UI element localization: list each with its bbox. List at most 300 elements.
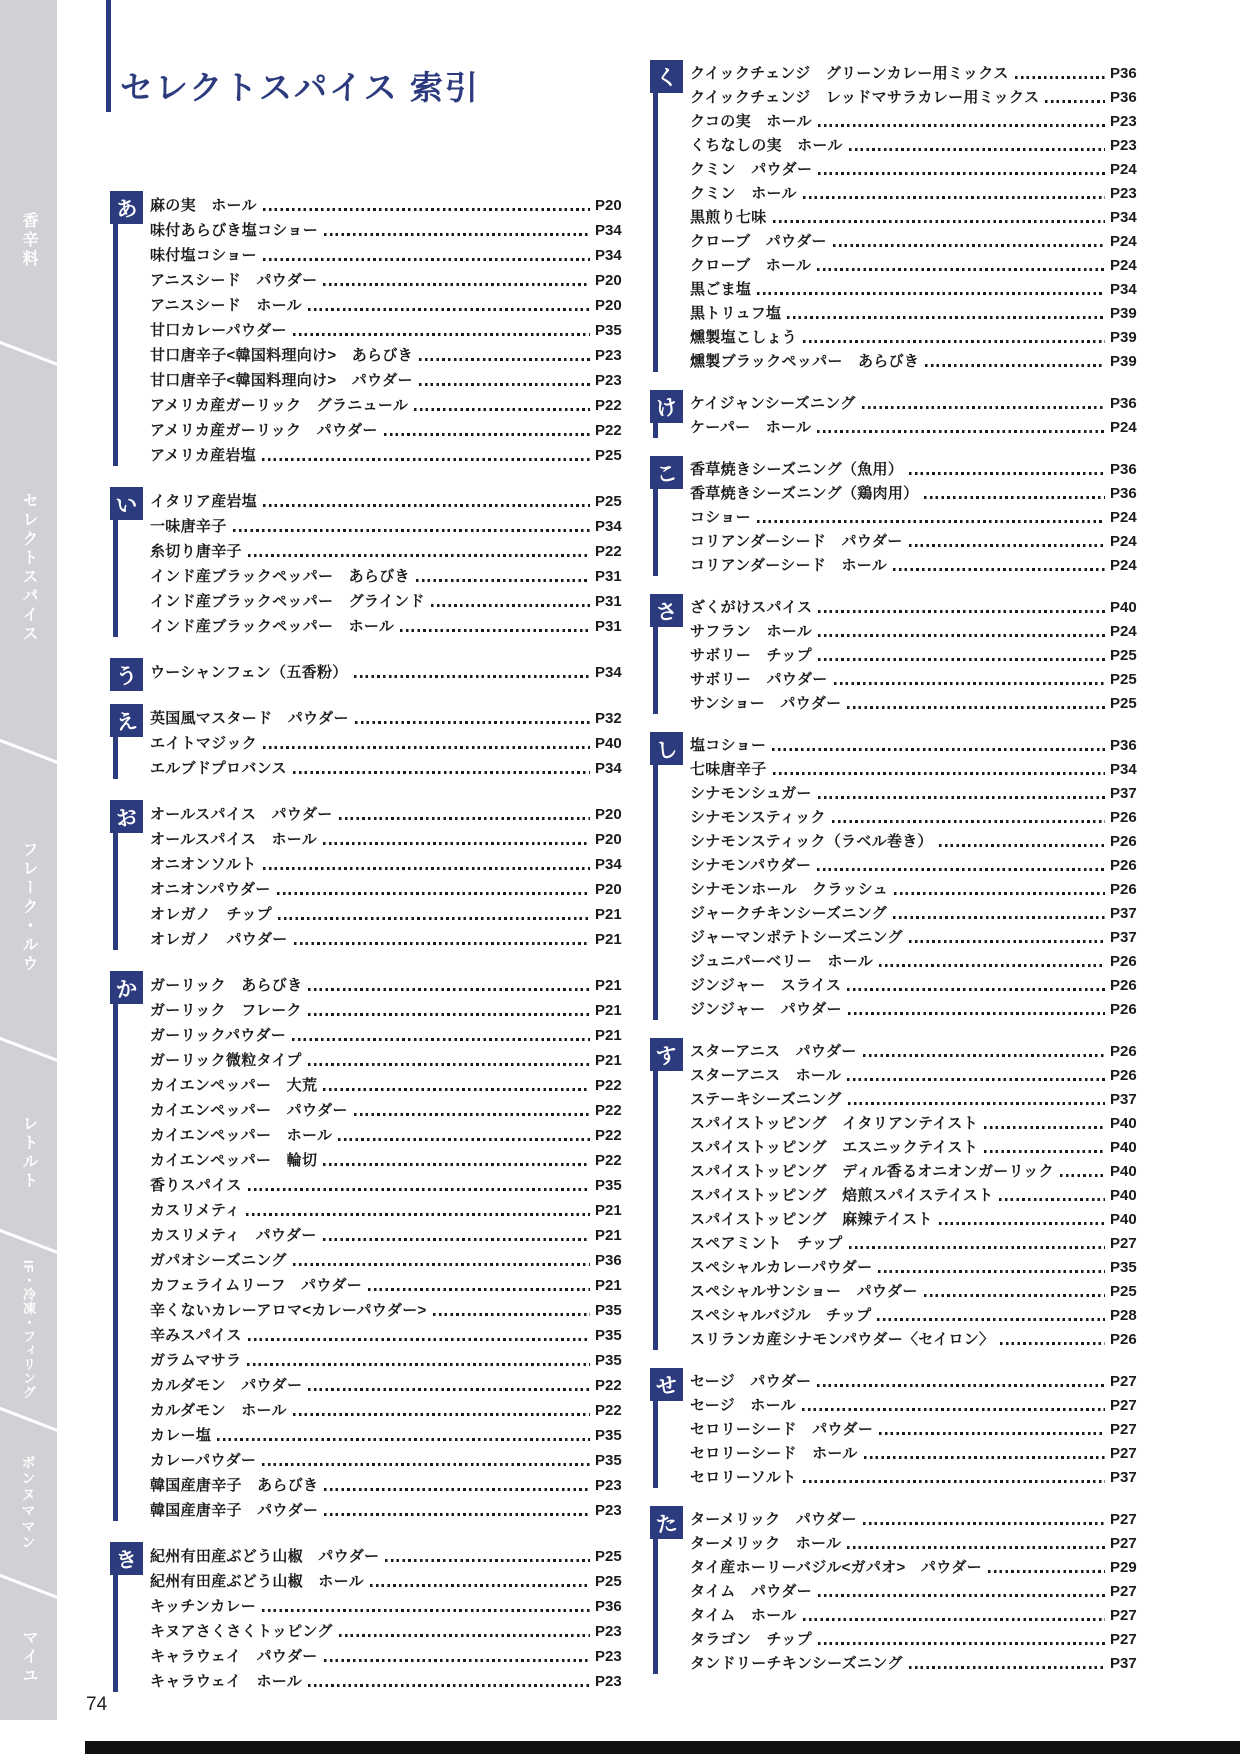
section-rule — [653, 1071, 658, 1350]
dot-leader — [849, 148, 1105, 151]
index-entry — [690, 596, 1148, 620]
entry-page: P27 — [1110, 1511, 1137, 1528]
entry-page: P34 — [595, 664, 622, 681]
dot-leader — [339, 1634, 590, 1637]
dot-leader — [293, 771, 590, 774]
dot-leader — [368, 1288, 590, 1291]
sidebar-tab-label: マイユ — [20, 1628, 37, 1686]
index-entry — [150, 927, 633, 952]
dot-leader — [385, 1559, 590, 1562]
index-entry — [150, 268, 633, 293]
index-entry — [690, 350, 1148, 374]
index-section — [110, 706, 633, 781]
index-entry — [150, 1223, 633, 1248]
entry-page: P27 — [1110, 1631, 1137, 1648]
entry-page: P35 — [595, 1177, 622, 1194]
index-entry — [690, 62, 1148, 86]
entry-name: くちなしの実 ホール — [690, 137, 843, 154]
entry-name: タイム パウダー — [690, 1583, 812, 1600]
entry-page: P25 — [1110, 1283, 1137, 1300]
index-entry — [150, 660, 633, 685]
index-entry — [690, 1112, 1148, 1136]
index-entry — [690, 1160, 1148, 1184]
dot-leader — [263, 504, 590, 507]
index-entry — [690, 830, 1148, 854]
section-rule — [653, 423, 658, 438]
entry-page: P22 — [595, 397, 622, 414]
entry-name: タンドリーチキンシーズニング — [690, 1655, 903, 1672]
index-entry — [690, 302, 1148, 326]
dot-leader — [1000, 1342, 1105, 1345]
entry-name: アニスシード パウダー — [150, 272, 318, 289]
entry-name: カイエンペッパー パウダー — [150, 1102, 348, 1119]
dot-leader — [354, 675, 590, 678]
index-section — [110, 802, 633, 952]
entry-name: インド産ブラックペッパー グラインド — [150, 593, 425, 610]
index-section — [110, 1544, 633, 1694]
entry-name: ガラムマサラ — [150, 1352, 242, 1369]
entry-name: カイエンペッパー 輪切 — [150, 1152, 318, 1169]
entry-name: セロリーソルト — [690, 1469, 797, 1486]
dot-leader — [1045, 100, 1105, 103]
entry-name: 甘口唐辛子<韓国料理向け> パウダー — [150, 372, 413, 389]
entry-name: セロリーシード ホール — [690, 1445, 858, 1462]
dot-leader — [773, 220, 1105, 223]
entry-page: P25 — [595, 493, 622, 510]
entry-page: P37 — [1110, 905, 1137, 922]
entry-page: P25 — [1110, 695, 1137, 712]
index-entry — [690, 902, 1148, 926]
dot-leader — [419, 358, 590, 361]
dot-leader — [818, 610, 1105, 613]
entry-page: P34 — [595, 247, 622, 264]
entry-page: P27 — [1110, 1421, 1137, 1438]
dot-leader — [817, 268, 1105, 271]
entry-name: セロリーシード パウダー — [690, 1421, 874, 1438]
entry-page: P27 — [1110, 1583, 1137, 1600]
entry-page: P34 — [595, 856, 622, 873]
entry-page: P36 — [1110, 737, 1137, 754]
tab-separator — [0, 1404, 65, 1434]
entry-name: シナモンスティック（ラベル巻き） — [690, 833, 933, 850]
entry-name: スペシャルサンショー パウダー — [690, 1283, 918, 1300]
section-kana-badge: し — [650, 732, 683, 765]
dot-leader — [818, 172, 1105, 175]
dot-leader — [323, 1163, 590, 1166]
index-section — [650, 62, 1148, 374]
tab-separator — [0, 1226, 65, 1256]
index-entry — [690, 86, 1148, 110]
dot-leader — [278, 917, 590, 920]
index-entry — [150, 827, 633, 852]
entry-page: P24 — [1110, 419, 1137, 436]
dot-leader — [293, 1413, 590, 1416]
index-entry — [690, 458, 1148, 482]
dot-leader — [324, 1488, 590, 1491]
entry-name: カレー塩 — [150, 1427, 212, 1444]
index-section — [110, 973, 633, 1523]
entry-name: 黒ごま塩 — [690, 281, 752, 298]
dot-leader — [863, 1522, 1105, 1525]
entry-page: P32 — [595, 710, 622, 727]
section-kana-badge: さ — [650, 594, 683, 627]
index-entry — [690, 1418, 1148, 1442]
entry-name: アメリカ産ガーリック グラニュール — [150, 397, 409, 414]
index-entry — [690, 1064, 1148, 1088]
index-entry — [150, 1373, 633, 1398]
index-entry — [150, 1398, 633, 1423]
entry-name: 燻製ブラックペッパー あらびき — [690, 353, 920, 370]
section-kana-badge: す — [650, 1038, 683, 1071]
tab-separator — [0, 1571, 65, 1601]
index-entry — [690, 1232, 1148, 1256]
entry-name: ジンジャー スライス — [690, 977, 842, 994]
entry-name: 香草焼きシーズニング（魚用） — [690, 461, 904, 478]
index-entry — [690, 806, 1148, 830]
entry-name: スパイストッピング イタリアンテイスト — [690, 1115, 979, 1132]
index-entry — [690, 1328, 1148, 1352]
section-kana-badge: た — [650, 1506, 683, 1539]
entry-name: ケーパー ホール — [690, 419, 812, 436]
index-entry — [150, 1669, 633, 1694]
entry-page: P21 — [595, 906, 622, 923]
index-entry — [150, 1098, 633, 1123]
entry-name: スパイストッピング 麻辣テイスト — [690, 1211, 933, 1228]
entry-page: P25 — [1110, 671, 1137, 688]
index-entry — [150, 1594, 633, 1619]
entry-page: P35 — [1110, 1259, 1137, 1276]
index-entry — [150, 1148, 633, 1173]
entry-name: スパイストッピング エスニックテイスト — [690, 1139, 979, 1156]
entry-page: P36 — [595, 1252, 622, 1269]
section-kana-badge: せ — [650, 1368, 683, 1401]
index-entry — [150, 393, 633, 418]
entry-page: P24 — [1110, 233, 1137, 250]
entry-name: クコの実 ホール — [690, 113, 812, 130]
entry-name: 味付塩コショー — [150, 247, 257, 264]
entry-page: P34 — [1110, 281, 1137, 298]
dot-leader — [263, 258, 590, 261]
entry-name: コリアンダーシード パウダー — [690, 533, 903, 550]
entry-name: ジュニパーベリー ホール — [690, 953, 874, 970]
entry-page: P26 — [1110, 1067, 1137, 1084]
index-entry — [150, 1023, 633, 1048]
index-entry — [690, 1556, 1148, 1580]
entry-name: コショー — [690, 509, 751, 526]
entry-name: 香草焼きシーズニング（鶏肉用） — [690, 485, 919, 502]
entry-page: P35 — [595, 322, 622, 339]
sidebar-tab-label: セレクトスパイス — [20, 491, 37, 644]
entry-page: P37 — [1110, 1469, 1137, 1486]
dot-leader — [262, 1609, 590, 1612]
entry-name: 紀州有田産ぶどう山椒 ホール — [150, 1573, 364, 1590]
entry-page: P24 — [1110, 509, 1137, 526]
dot-leader — [818, 658, 1105, 661]
entry-page: P36 — [595, 1598, 622, 1615]
section-rule — [653, 1401, 658, 1488]
sidebar-tab-label: フレーク・ルウ — [20, 841, 37, 974]
section-kana-badge: く — [650, 60, 683, 93]
index-entry — [690, 1580, 1148, 1604]
title-accent-bar — [106, 0, 111, 112]
entry-name: キヌアさくさくトッピング — [150, 1623, 333, 1640]
entry-page: P25 — [1110, 647, 1137, 664]
dot-leader — [308, 1063, 590, 1066]
entry-page: P34 — [595, 222, 622, 239]
dot-leader — [339, 817, 590, 820]
index-section — [650, 1370, 1148, 1490]
entry-name: インド産ブラックペッパー ホール — [150, 618, 395, 635]
dot-leader — [247, 1363, 590, 1366]
entry-page: P24 — [1110, 533, 1137, 550]
index-entry — [690, 878, 1148, 902]
entry-page: P31 — [595, 618, 622, 635]
entry-page: P23 — [595, 1648, 622, 1665]
entry-page: P40 — [1110, 1163, 1137, 1180]
dot-leader — [818, 1642, 1105, 1645]
entry-page: P20 — [595, 272, 622, 289]
entry-page: P23 — [595, 1477, 622, 1494]
entry-page: P21 — [595, 1002, 622, 1019]
entry-name: カイエンペッパー 大荒 — [150, 1077, 318, 1094]
dot-leader — [308, 1684, 590, 1687]
section-kana-badge: い — [110, 487, 143, 520]
entry-name: タイム ホール — [690, 1607, 797, 1624]
entry-page: P34 — [1110, 761, 1137, 778]
entry-name: カフェライムリーフ パウダー — [150, 1277, 363, 1294]
dot-leader — [834, 682, 1105, 685]
entry-page: P40 — [595, 735, 622, 752]
entry-name: サンショー パウダー — [690, 695, 842, 712]
entry-name: スリランカ産シナモンパウダー〈セイロン〉 — [690, 1331, 995, 1348]
section-rule — [653, 1539, 658, 1674]
entry-name: サフラン ホール — [690, 623, 813, 640]
dot-leader — [354, 1113, 590, 1116]
entry-page: P26 — [1110, 833, 1137, 850]
section-kana-badge: う — [110, 658, 143, 691]
index-entry — [690, 782, 1148, 806]
entry-name: カルダモン パウダー — [150, 1377, 303, 1394]
entry-name: オールスパイス パウダー — [150, 806, 333, 823]
tab-separator — [0, 736, 65, 766]
section-rule — [653, 489, 658, 576]
sidebar-tab-retort — [0, 1075, 57, 1230]
index-entry — [150, 877, 633, 902]
index-entry — [150, 1473, 633, 1498]
entry-page: P20 — [595, 831, 622, 848]
entry-name: ターメリック ホール — [690, 1535, 842, 1552]
entry-page: P25 — [595, 1573, 622, 1590]
entry-name: 辛くないカレーアロマ<カレーパウダー> — [150, 1302, 427, 1319]
index-entry — [690, 644, 1148, 668]
sidebar-tab-maille — [0, 1602, 57, 1712]
dot-leader — [862, 406, 1105, 409]
entry-page: P25 — [595, 1548, 622, 1565]
entry-page: P23 — [1110, 185, 1137, 202]
entry-page: P40 — [1110, 599, 1137, 616]
dot-leader — [893, 916, 1105, 919]
index-entry — [150, 1348, 633, 1373]
index-entry — [150, 1198, 633, 1223]
index-section — [650, 392, 1148, 440]
dot-leader — [292, 1038, 590, 1041]
entry-page: P21 — [595, 1277, 622, 1294]
index-entry — [150, 218, 633, 243]
index-entry — [150, 1323, 633, 1348]
index-section — [110, 660, 633, 689]
dot-leader — [263, 208, 590, 211]
entry-page: P39 — [1110, 305, 1137, 322]
section-rule — [653, 93, 658, 372]
dot-leader — [832, 820, 1105, 823]
dot-leader — [773, 772, 1105, 775]
entry-name: 燻製塩こしょう — [690, 329, 798, 346]
entry-page: P31 — [595, 593, 622, 610]
entry-name: 黒煎り七味 — [690, 209, 767, 226]
entry-name: キッチンカレー — [150, 1598, 257, 1615]
dot-leader — [400, 629, 590, 632]
dot-leader — [879, 964, 1105, 967]
entry-name: ガーリック微粒タイプ — [150, 1052, 302, 1069]
dot-leader — [939, 1222, 1105, 1225]
entry-name: カスリメティ — [150, 1202, 241, 1219]
dot-leader — [817, 430, 1105, 433]
dot-leader — [803, 1480, 1105, 1483]
index-entry — [690, 620, 1148, 644]
index-entry — [690, 230, 1148, 254]
entry-name: カイエンペッパー ホール — [150, 1127, 333, 1144]
section-kana-badge: あ — [110, 191, 143, 224]
dot-leader — [864, 1456, 1105, 1459]
dot-leader — [414, 408, 590, 411]
index-entry — [690, 1256, 1148, 1280]
dot-leader — [984, 1126, 1105, 1129]
dot-leader — [308, 308, 590, 311]
entry-page: P36 — [1110, 461, 1137, 478]
dot-leader — [878, 1270, 1105, 1273]
section-rule — [653, 765, 658, 1020]
entry-name: アニスシード ホール — [150, 297, 302, 314]
dot-leader — [370, 1584, 590, 1587]
entry-name: 七味唐辛子 — [690, 761, 767, 778]
entry-name: オレガノ チップ — [150, 906, 272, 923]
dot-leader — [909, 1666, 1105, 1669]
entry-name: カルダモン ホール — [150, 1402, 287, 1419]
dot-leader — [894, 892, 1105, 895]
entry-name: 英国風マスタード パウダー — [150, 710, 349, 727]
index-entry — [690, 506, 1148, 530]
index-section — [110, 193, 633, 468]
dot-leader — [308, 988, 590, 991]
index-entry — [150, 1423, 633, 1448]
index-section — [650, 458, 1148, 578]
entry-name: ステーキシーズニング — [690, 1091, 842, 1108]
index-entry — [690, 758, 1148, 782]
entry-name: スペアミント チップ — [690, 1235, 843, 1252]
dot-leader — [999, 1198, 1105, 1201]
index-entry — [150, 243, 633, 268]
entry-page: P37 — [1110, 1655, 1137, 1672]
index-entry — [690, 1604, 1148, 1628]
index-entry — [690, 1466, 1148, 1490]
dot-leader — [924, 1294, 1105, 1297]
sidebar-tab-label: 香辛料 — [20, 211, 37, 269]
entry-name: セージ ホール — [690, 1397, 796, 1414]
entry-page: P40 — [1110, 1115, 1137, 1132]
entry-page: P21 — [595, 931, 622, 948]
index-entry — [690, 1208, 1148, 1232]
entry-name: クローブ パウダー — [690, 233, 827, 250]
index-entry — [150, 564, 633, 589]
dot-leader — [803, 1618, 1105, 1621]
sidebar-tab-koshinryo — [0, 130, 57, 350]
entry-name: ガーリック フレーク — [150, 1002, 302, 1019]
section-kana-badge: え — [110, 704, 143, 737]
index-entry — [150, 1073, 633, 1098]
dot-leader — [323, 1088, 590, 1091]
index-entry — [690, 1652, 1148, 1676]
index-entry — [150, 193, 633, 218]
entry-name: 味付あらびき塩コショー — [150, 222, 319, 239]
index-entry — [690, 1304, 1148, 1328]
index-entry — [150, 998, 633, 1023]
index-entry — [690, 182, 1148, 206]
entry-name: エイトマジック — [150, 735, 258, 752]
entry-name: サボリー パウダー — [690, 671, 828, 688]
entry-page: P23 — [595, 1673, 622, 1690]
index-entry — [690, 734, 1148, 758]
entry-name: シナモンスティック — [690, 809, 826, 826]
index-entry — [150, 539, 633, 564]
entry-name: 韓国産唐辛子 あらびき — [150, 1477, 319, 1494]
dot-leader — [802, 1408, 1105, 1411]
entry-page: P26 — [1110, 857, 1137, 874]
entry-name: クローブ ホール — [690, 257, 812, 274]
dot-leader — [925, 364, 1105, 367]
entry-name: インド産ブラックペッパー あらびき — [150, 568, 410, 585]
entry-page: P40 — [1110, 1211, 1137, 1228]
entry-page: P21 — [595, 977, 622, 994]
dot-leader — [263, 867, 590, 870]
entry-name: アメリカ産ガーリック パウダー — [150, 422, 378, 439]
entry-name: クイックチェンジ グリーンカレー用ミックス — [690, 65, 1009, 82]
dot-leader — [431, 604, 590, 607]
entry-name: スパイストッピング ディル香るオニオンガーリック — [690, 1163, 1054, 1180]
entry-page: P22 — [595, 1127, 622, 1144]
entry-name: イタリア産岩塩 — [150, 493, 258, 510]
index-entry — [150, 293, 633, 318]
index-entry — [690, 854, 1148, 878]
entry-page: P21 — [595, 1027, 622, 1044]
dot-leader — [817, 868, 1105, 871]
index-entry — [690, 1088, 1148, 1112]
entry-name: カスリメティ パウダー — [150, 1227, 317, 1244]
entry-name: スターアニス パウダー — [690, 1043, 857, 1060]
dot-leader — [433, 1313, 590, 1316]
entry-page: P24 — [1110, 623, 1137, 640]
sidebar-tab-label: レトルト — [20, 1114, 37, 1191]
page-number: 74 — [86, 1694, 108, 1715]
index-entry — [690, 1040, 1148, 1064]
index-entry — [150, 1248, 633, 1273]
index-entry — [690, 950, 1148, 974]
entry-page: P27 — [1110, 1445, 1137, 1462]
entry-page: P36 — [1110, 89, 1137, 106]
page-title: セレクトスパイス 索引 — [120, 69, 480, 106]
dot-leader — [217, 1438, 590, 1441]
entry-page: P25 — [595, 447, 622, 464]
entry-page: P27 — [1110, 1397, 1137, 1414]
